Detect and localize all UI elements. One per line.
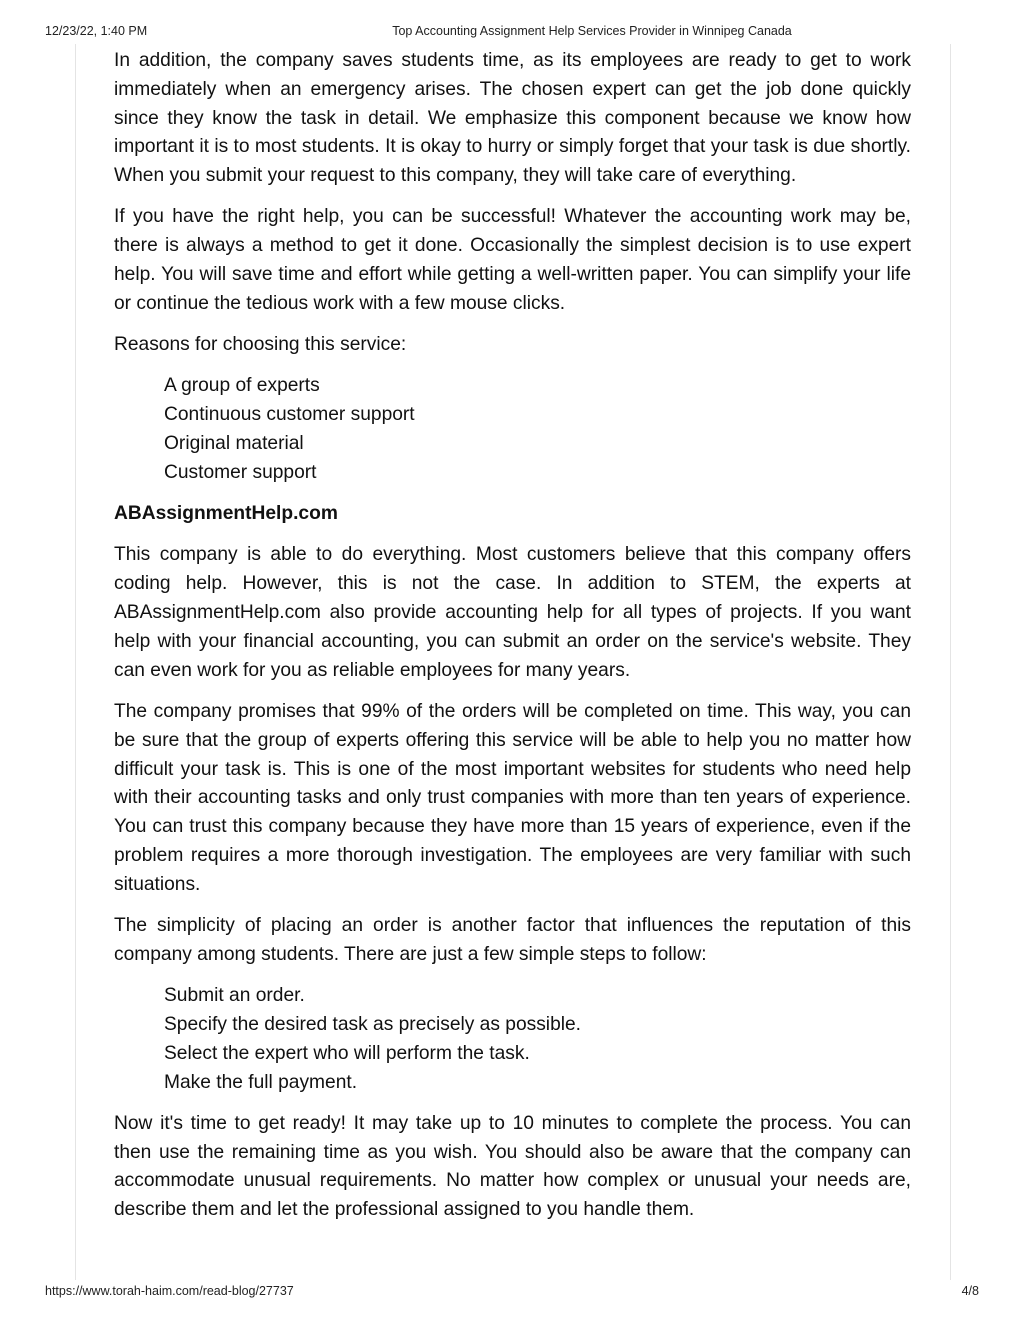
paragraph: The simplicity of placing an order is another factor that influences the reputation of this company among students. There are just a few simple steps to follow: <box>114 915 911 965</box>
paragraph: Now it's time to get ready! It may take up to 10 minutes to complete the process. You can then use the remaining time as you wish. You should also be aware that the company can accommodate unusual requirements. No matter how complex or unusual your needs are, describe them and let the professional assigned to you handle them. <box>114 1112 911 1221</box>
paragraph: In addition, the company saves students time, as its employees are ready to get to work immediately when an emergency arises. The chosen expert can get the job done quickly since they know the task in detail. We emphasize this component because we know how important it is to most students. It is okay to hurry or simply forget that your task is due shortly. When you submit your request to this company, they will take care of everything. <box>114 50 911 187</box>
list-item: Original material <box>164 433 304 455</box>
section-heading: ABAssignmentHelp.com <box>114 503 338 525</box>
page-number: 4/8 <box>961 1284 979 1298</box>
paragraph: The company promises that 99% of the orders will be completed on time. This way, you can be sure that the group of experts offering this service will be able to help you no matter how difficult your task is. This is one of the most important websites for students who need help with their accounting tasks and only trust companies with more than ten years of experience. You can trust this company because they have more than 15 years of experience, even if the problem requires a more thorough investigation. The employees are very familiar with such situations. <box>114 700 911 895</box>
list-item: Select the expert who will perform the task. <box>164 1042 530 1064</box>
paragraph: This company is able to do everything. Most customers believe that this company offers coding help. However, this is not the case. In addition to STEM, the experts at ABAssignmentHelp.com also provide accounting help for all types of projects. If you want help with your financial accounting, you can submit an order on the service's website. They can even work for you as reliable employees for many years. <box>114 544 911 681</box>
content-border-right <box>950 44 951 1280</box>
list-item: Continuous customer support <box>164 404 415 426</box>
print-url: https://www.torah-haim.com/read-blog/27737 <box>45 1284 294 1298</box>
list-item: Customer support <box>164 461 317 483</box>
print-datetime: 12/23/22, 1:40 PM <box>45 24 148 38</box>
reasons-intro: Reasons for choosing this service: <box>114 334 407 356</box>
list-item: Submit an order. <box>164 985 305 1007</box>
print-footer <box>0 1284 1024 1302</box>
list-item: Make the full payment. <box>164 1071 358 1093</box>
article-body <box>114 47 911 1237</box>
paragraph: If you have the right help, you can be successful! Whatever the accounting work may be, there is always a method to get it done. Occasionally the simplest decision is to use expert help. You will save time and effort while getting a well-written paper. You can simplify your life or continue the tedious work with a few mouse clicks. <box>114 206 911 314</box>
reasons-list <box>114 372 911 487</box>
steps-list <box>114 982 911 1097</box>
content-border-left <box>75 44 76 1280</box>
list-item: A group of experts <box>164 375 320 397</box>
print-header <box>0 24 1024 42</box>
list-item: Specify the desired task as precisely as possible. <box>164 1013 582 1035</box>
print-page-title: Top Accounting Assignment Help Services Provider in Winnipeg Canada <box>392 24 792 38</box>
